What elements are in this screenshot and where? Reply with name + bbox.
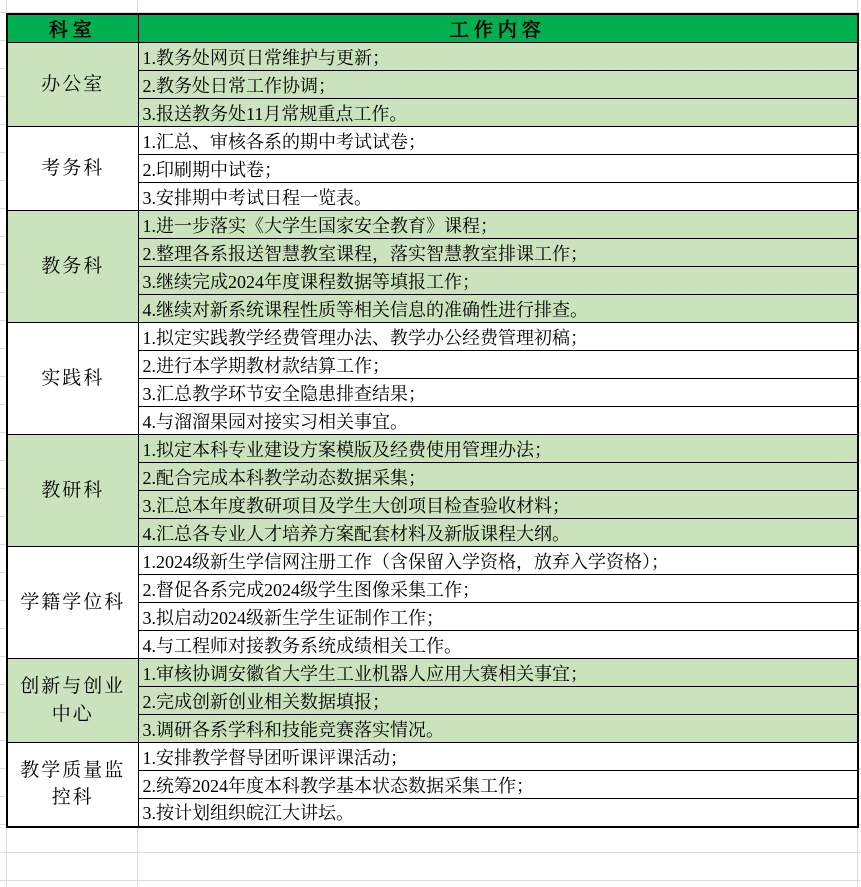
work-item-cell[interactable]: 2.教务处日常工作协调；	[138, 71, 858, 99]
work-item-cell[interactable]: 4.与溜溜果园对接实习相关事宜。	[138, 407, 858, 435]
department-label: 教学质量监控科	[20, 759, 126, 809]
table-body	[7, 43, 858, 827]
work-item-cell[interactable]: 3.拟启动2024级新生学生证制作工作；	[138, 603, 858, 631]
work-item-cell[interactable]: 4.汇总各专业人才培养方案配套材料及新版课程大纲。	[138, 519, 858, 547]
work-item-cell[interactable]: 1.拟定实践教学经费管理办法、教学办公经费管理初稿；	[138, 323, 858, 351]
work-item-row	[7, 547, 858, 575]
work-item-cell[interactable]: 2.印刷期中试卷；	[138, 155, 858, 183]
department-cell[interactable]	[7, 547, 138, 659]
work-item-row	[7, 43, 858, 71]
department-cell[interactable]	[7, 659, 138, 743]
work-plan-table	[6, 13, 859, 828]
work-item-row	[7, 127, 858, 155]
department-label: 实践科	[41, 367, 105, 389]
department-label: 考务科	[41, 157, 105, 179]
work-item-cell[interactable]: 3.安排期中考试日程一览表。	[138, 183, 858, 211]
work-item-cell[interactable]: 3.汇总本年度教研项目及学生大创项目检查验收材料；	[138, 491, 858, 519]
department-label: 学籍学位科	[20, 591, 126, 613]
department-cell[interactable]	[7, 743, 138, 827]
work-item-cell[interactable]: 1.拟定本科专业建设方案模版及经费使用管理办法；	[138, 435, 858, 463]
department-cell[interactable]	[7, 127, 138, 211]
work-item-row	[7, 743, 858, 771]
department-label: 教研科	[41, 479, 105, 501]
department-label: 办公室	[41, 73, 105, 95]
work-item-cell[interactable]: 2.配合完成本科教学动态数据采集；	[138, 463, 858, 491]
work-item-row	[7, 323, 858, 351]
work-item-cell[interactable]: 1.2024级新生学信网注册工作（含保留入学资格，放弃入学资格）；	[138, 547, 858, 575]
work-item-cell[interactable]: 3.汇总教学环节安全隐患排查结果；	[138, 379, 858, 407]
work-item-cell[interactable]: 2.整理各系报送智慧教室课程，落实智慧教室排课工作；	[138, 239, 858, 267]
work-item-cell[interactable]: 2.进行本学期教材款结算工作；	[138, 351, 858, 379]
work-item-cell[interactable]: 2.督促各系完成2024级学生图像采集工作；	[138, 575, 858, 603]
department-cell[interactable]	[7, 43, 138, 127]
work-item-cell[interactable]: 4.与工程师对接教务系统成绩相关工作。	[138, 631, 858, 659]
work-item-cell[interactable]: 3.按计划组织皖江大讲坛。	[138, 799, 858, 827]
work-item-cell[interactable]: 1.教务处网页日常维护与更新；	[138, 43, 858, 71]
work-item-row	[7, 211, 858, 239]
work-item-cell[interactable]: 1.安排教学督导团听课评课活动；	[138, 743, 858, 771]
work-item-row	[7, 435, 858, 463]
work-item-cell[interactable]: 3.继续完成2024年度课程数据等填报工作；	[138, 267, 858, 295]
department-label: 创新与创业中心	[20, 675, 126, 725]
header-row	[7, 14, 858, 43]
work-item-row	[7, 659, 858, 687]
work-item-cell[interactable]: 2.完成创新创业相关数据填报；	[138, 687, 858, 715]
work-item-cell[interactable]: 3.调研各系学科和技能竞赛落实情况。	[138, 715, 858, 743]
work-item-cell[interactable]: 1.进一步落实《大学生国家安全教育》课程；	[138, 211, 858, 239]
work-item-cell[interactable]: 4.继续对新系统课程性质等相关信息的准确性进行排查。	[138, 295, 858, 323]
work-item-cell[interactable]: 1.汇总、审核各系的期中考试试卷；	[138, 127, 858, 155]
work-item-cell[interactable]: 3.报送教务处11月常规重点工作。	[138, 99, 858, 127]
column-header-work-content[interactable]: 工作内容	[138, 14, 858, 43]
work-item-cell[interactable]: 2.统筹2024年度本科教学基本状态数据采集工作；	[138, 771, 858, 799]
department-cell[interactable]	[7, 211, 138, 323]
department-label: 教务科	[41, 255, 105, 277]
column-header-department[interactable]: 科室	[7, 14, 138, 43]
work-item-cell[interactable]: 1.审核协调安徽省大学生工业机器人应用大赛相关事宜；	[138, 659, 858, 687]
department-cell[interactable]	[7, 435, 138, 547]
department-cell[interactable]	[7, 323, 138, 435]
